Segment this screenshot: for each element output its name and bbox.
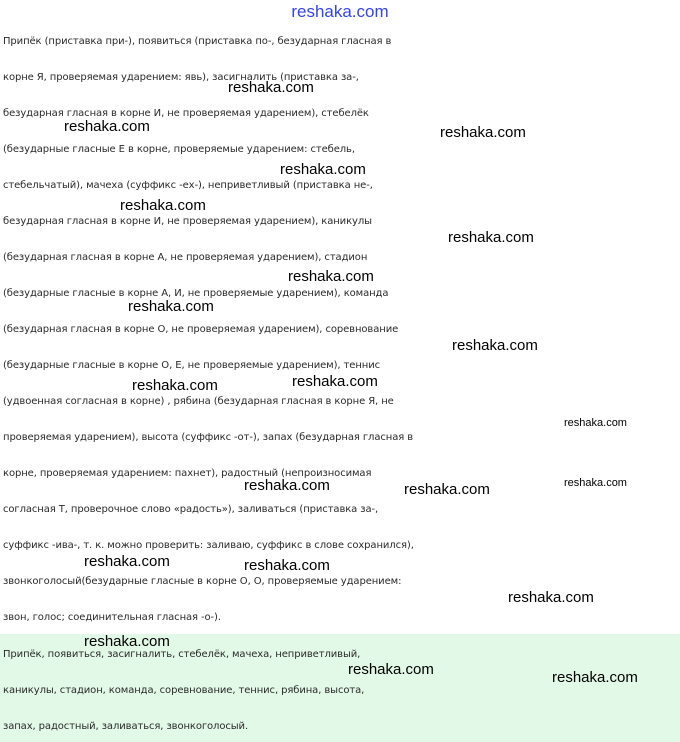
answer-box	[0, 634, 680, 742]
explanation-line: звон, голос; соединительная гласная -о-).	[3, 612, 221, 623]
watermark: reshaka.com	[440, 124, 526, 141]
answer-line: запах, радостный, заливаться, звонкоголосый.	[3, 721, 249, 732]
watermark: reshaka.com	[508, 589, 594, 606]
watermark: reshaka.com	[128, 298, 214, 315]
explanation-line: звонкоголосый(безударные гласные в корне О, О, проверяемые ударением:	[3, 576, 402, 587]
explanation-line: проверяемая ударением), высота (суффикс -от-), запах (безударная гласная в	[3, 432, 414, 443]
watermark: reshaka.com	[452, 337, 538, 354]
watermark: reshaka.com	[244, 477, 330, 494]
watermark: reshaka.com	[404, 481, 490, 498]
watermark: reshaka.com	[348, 661, 434, 678]
explanation-line: безударная гласная в корне И, не проверяемая ударением), каникулы	[3, 216, 372, 227]
answer-line: Припёк, появиться, засигналить, стебелёк, мачеха, неприветливый,	[3, 649, 361, 660]
explanation-text	[0, 24, 680, 634]
explanation-line: суффикс -ива-, т. к. можно проверить: заливаю, суффикс в слове сохранился),	[3, 540, 414, 551]
explanation-line: корне Я, проверяемая ударением: явь), засигналить (приставка за-,	[3, 72, 359, 83]
watermark: reshaka.com	[280, 161, 366, 178]
explanation-line: безударная гласная в корне И, не проверяемая ударением), стебелёк	[3, 108, 369, 119]
watermark: reshaka.com	[244, 557, 330, 574]
watermark: reshaka.com	[288, 268, 374, 285]
explanation-line: Припёк (приставка при-), появиться (приставка по-, безударная гласная в	[3, 36, 392, 47]
answer-line: каникулы, стадион, команда, соревнование, теннис, рябина, высота,	[3, 685, 365, 696]
explanation-line: (безударные гласные в корне О, Е, не проверяемые ударением), теннис	[3, 360, 381, 371]
explanation-line: корне, проверяемая ударением: пахнет), радостный (непроизносимая	[3, 468, 372, 479]
watermark: reshaka.com	[448, 229, 534, 246]
site-watermark-header: reshaka.com	[291, 2, 389, 21]
watermark: reshaka.com	[84, 553, 170, 570]
watermark: reshaka.com	[132, 377, 218, 394]
explanation-line: (безударная гласная в корне О, не проверяемая ударением), соревнование	[3, 324, 399, 335]
watermark: reshaka.com	[120, 197, 206, 214]
watermark: reshaka.com	[564, 417, 627, 429]
watermark: reshaka.com	[552, 669, 638, 686]
watermark: reshaka.com	[292, 373, 378, 390]
explanation-line: стебельчатый), мачеха (суффикс -ех-), неприветливый (приставка не-,	[3, 180, 373, 191]
explanation-line: согласная Т, проверочное слово «радость»), заливаться (приставка за-,	[3, 504, 379, 515]
watermark: reshaka.com	[64, 118, 150, 135]
explanation-line: (безударные гласные Е в корне, проверяемые ударением: стебель,	[3, 144, 355, 155]
watermark: reshaka.com	[84, 633, 170, 650]
explanation-line: (безударная гласная в корне А, не проверяемая ударением), стадион	[3, 252, 368, 263]
explanation-line: (удвоенная согласная в корне) , рябина (безударная гласная в корне Я, не	[3, 396, 394, 407]
explanation-line: (безударные гласные в корне А, И, не проверяемые ударением), команда	[3, 288, 389, 299]
watermark: reshaka.com	[228, 79, 314, 96]
watermark: reshaka.com	[564, 477, 627, 489]
